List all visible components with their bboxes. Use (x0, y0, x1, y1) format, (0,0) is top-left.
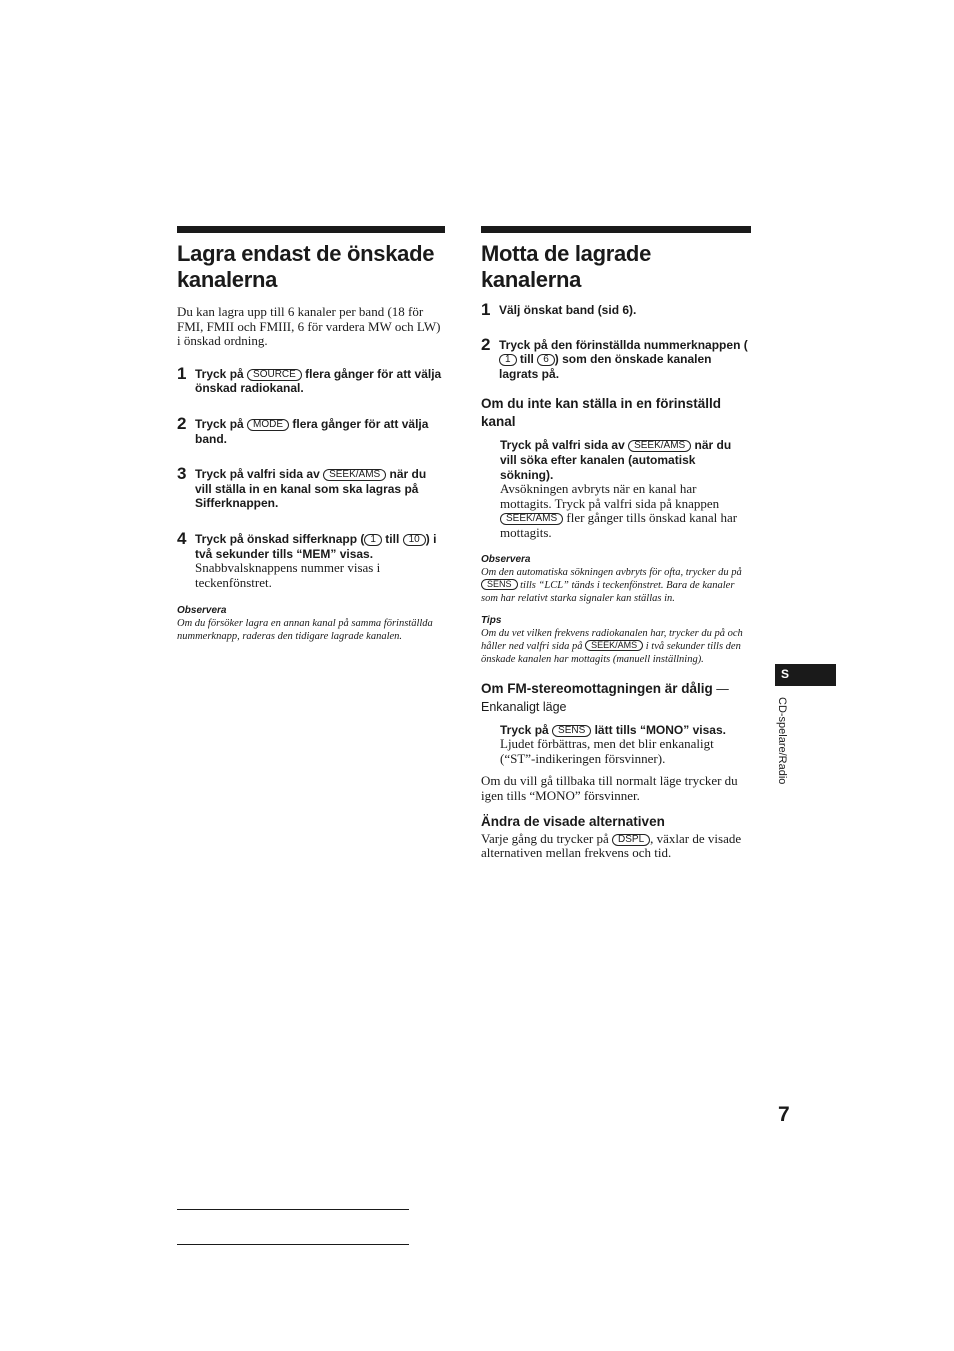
sens-key: SENS (552, 725, 591, 737)
section-heading-mono: Om FM-stereomottagningen är dålig — Enkanaligt läge (481, 680, 729, 714)
left-title: Lagra endast de önskade kanalerna (177, 241, 435, 292)
mono-return-text: Om du vill gå tillbaka till normalt läge trycker du igen tills “MONO” försvinner. (481, 773, 738, 803)
note-title: Observera (177, 605, 227, 617)
sens-key: SENS (481, 579, 518, 590)
preset-1-key: 1 (364, 534, 382, 546)
right-column (481, 226, 751, 861)
preset-10-key: 10 (403, 534, 426, 546)
left-intro: Du kan lagra upp till 6 kanaler per band (18 för FMI, FMII och FMIII, 6 för vardera MW och LW) i önskad ordning. (177, 304, 441, 349)
left-step-2: 2 Tryck på MODE flera gånger för att välja band. (177, 413, 429, 446)
side-tab: S (775, 664, 836, 686)
seek-ams-key: SEEK/AMS (585, 640, 643, 651)
right-step-2: 2 Tryck på den förinställda nummerknappen (1 till 6 ) som den önskade kanalen lagrats på. (481, 334, 748, 381)
step-number: 4 (177, 528, 187, 548)
source-key: SOURCE (247, 369, 302, 381)
tips-title: Tips (481, 614, 502, 626)
section-rule (177, 226, 445, 233)
step-4-detail: Snabbvalsknappens nummer visas i teckenfönstret. (195, 560, 381, 590)
left-step-1: 1 Tryck på SOURCE flera gånger för att välja önskad radiokanal. (177, 363, 442, 396)
footer-line (177, 1209, 409, 1210)
preset-6-key: 6 (537, 354, 555, 366)
note-text: Om du försöker lagra en annan kanal på samma förinställda nummerknapp, raderas den tidigare lagrade kanalen. (177, 618, 433, 643)
dspl-key: DSPL (612, 834, 650, 846)
right-title: Motta de lagrade kanalerna (481, 241, 652, 292)
side-label: CD-spelare/Radio (776, 697, 788, 785)
note-title: Observera (481, 553, 531, 565)
section-heading-preset: Om du inte kan ställa in en förinställd kanal (481, 396, 722, 430)
step-number: 2 (481, 334, 491, 354)
left-step-4: 4 Tryck på önskad sifferknapp ( 1 till 10 ) i två sekunder tills “MEM” visas. Snabbvalsknappens nummer visas i teckenfönstret. (177, 532, 445, 590)
step-number: 1 (177, 363, 187, 383)
section-rule (481, 226, 751, 233)
section-mono-body: Tryck på SENS lätt tills “MONO” visas. Ljudet förbättras, men det blir enkanaligt (“ST”-indikeringen försvinner). (500, 722, 726, 766)
display-body: Varje gång du trycker på DSPL , växlar de visade alternativen mellan frekvens och tid. (481, 830, 742, 861)
section-heading-display: Ändra de visade alternativen (481, 813, 665, 829)
note-text: Om den automatiska sökningen avbryts för ofta, trycker du på SENS tills “LCL” tänds i teckenfönstret. Bara de kanaler som har relativt starka signaler kan ställas in. (481, 566, 742, 604)
tips-text: Om du vet vilken frekvens radiokanalen har, trycker du på och håller ned valfri sida på SEEK/AMS i två sekunder tills den önskade kanalen har mottagits (manuell inställning). (481, 627, 743, 665)
step-number: 1 (481, 300, 491, 319)
step-number: 2 (177, 413, 187, 433)
section-preset-body: Tryck på valfri sida av SEEK/AMS när du vill söka efter kanalen (automatisk sökning). Avsökningen avbryts när en kanal har mottagits. Tryck på valfri sida på knappen SEEK/AMS fler gånger tills önskad kanal har mottagits. (500, 438, 738, 540)
seek-ams-key: SEEK/AMS (500, 513, 563, 525)
page-number: 7 (778, 1103, 790, 1126)
left-column (177, 226, 445, 643)
seek-ams-key: SEEK/AMS (628, 440, 691, 452)
right-step-1: 1 Välj önskat band (sid 6). (481, 300, 637, 319)
preset-1-key: 1 (499, 354, 517, 366)
seek-ams-key: SEEK/AMS (323, 469, 386, 481)
step-number: 3 (177, 464, 187, 484)
mode-key: MODE (247, 419, 289, 431)
footer-line (177, 1244, 409, 1245)
left-step-3: 3 Tryck på valfri sida av SEEK/AMS när du vill ställa in en kanal som ska lagras på Sifferknappen. (177, 464, 427, 511)
